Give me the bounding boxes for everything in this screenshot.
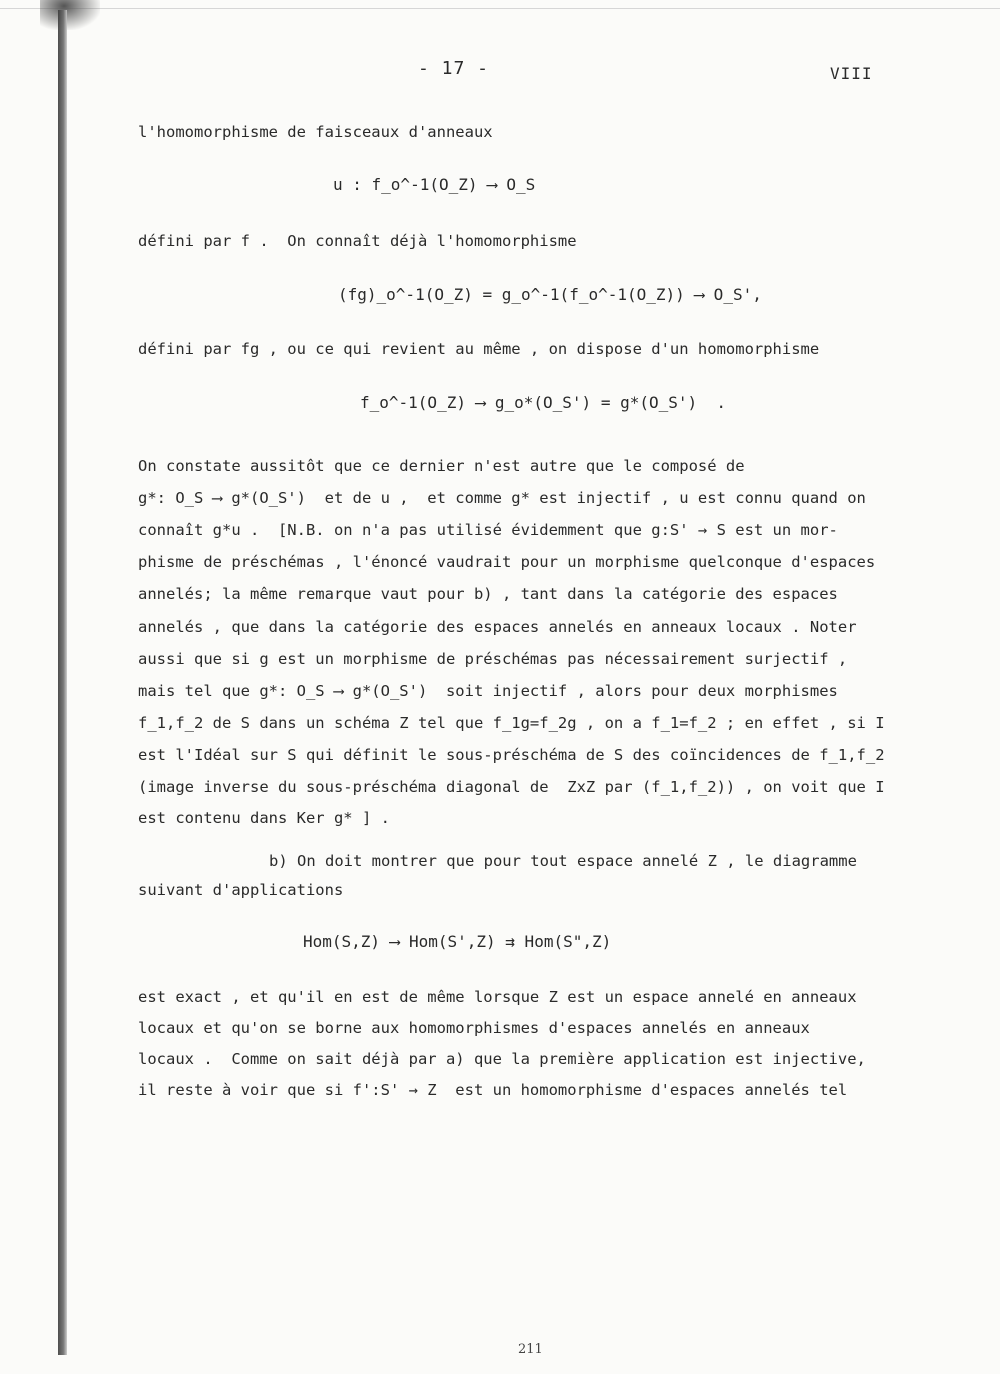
text-line: est exact , et qu'il en est de même lorsque Z est un espace annelé en anneaux [138, 988, 857, 1006]
text-line: il reste à voir que si f':S' → Z est un homomorphisme d'espaces annelés tel [138, 1081, 848, 1099]
top-rule [0, 8, 1000, 9]
text-line: locaux et qu'on se borne aux homomorphismes d'espaces annelés en anneaux [138, 1019, 810, 1037]
text-line: défini par fg , ou ce qui revient au même , on dispose d'un homomorphisme [138, 340, 820, 358]
chapter-label: VIII [830, 64, 873, 83]
text-line: On constate aussitôt que ce dernier n'est autre que le composé de [138, 457, 745, 475]
formula-hom-sequence: Hom(S,Z) ⟶ Hom(S',Z) ⇉ Hom(S",Z) [303, 932, 612, 951]
text-line: connaît g*u . [N.B. on n'a pas utilisé évidemment que g:S' → S est un mor- [138, 521, 838, 539]
text-line: b) On doit montrer que pour tout espace annelé Z , le diagramme [269, 852, 857, 870]
text-line: f_1,f_2 de S dans un schéma Z tel que f_1g=f_2g , on a f_1=f_2 ; en effet , si I [138, 714, 885, 732]
binding-edge [58, 10, 67, 1355]
text-line: phisme de préschémas , l'énoncé vaudrait pour un morphisme quelconque d'espaces [138, 553, 876, 571]
text-line: annelés , que dans la catégorie des espaces annelés en anneaux locaux . Noter [138, 618, 857, 636]
text-line: est contenu dans Ker g* ] . [138, 809, 390, 827]
text-line: g*: O_S ⟶ g*(O_S') et de u , et comme g* est injectif , u est connu quand on [138, 489, 866, 507]
text-line: aussi que si g est un morphisme de préschémas pas nécessairement surjectif , [138, 650, 848, 668]
page-number: - 17 - [418, 58, 490, 79]
text-line: défini par f . On connaît déjà l'homomorphisme [138, 232, 577, 250]
text-line: suivant d'applications [138, 881, 344, 899]
formula-u: u : f_o^-1(O_Z) ⟶ O_S [333, 175, 536, 194]
text-line: est l'Idéal sur S qui définit le sous-préschéma de S des coïncidences de f_1,f_2 [138, 746, 885, 764]
text-line: (image inverse du sous-préschéma diagonal de ZxZ par (f_1,f_2)) , on voit que I [138, 778, 885, 796]
formula-fg: (fg)_o^-1(O_Z) = g_o^-1(f_o^-1(O_Z)) ⟶ O_S', [338, 285, 762, 304]
formula-g-star: f_o^-1(O_Z) ⟶ g_o*(O_S') = g*(O_S') . [360, 393, 727, 412]
text-line: l'homomorphisme de faisceaux d'anneaux [138, 123, 493, 141]
text-line: locaux . Comme on sait déjà par a) que la première application est injective, [138, 1050, 866, 1068]
text-line: annelés; la même remarque vaut pour b) , tant dans la catégorie des espaces [138, 585, 838, 603]
binding-shadow-top [40, 0, 100, 30]
text-line: mais tel que g*: O_S ⟶ g*(O_S') soit injectif , alors pour deux morphismes [138, 682, 838, 700]
folio-number: 211 [518, 1342, 543, 1357]
